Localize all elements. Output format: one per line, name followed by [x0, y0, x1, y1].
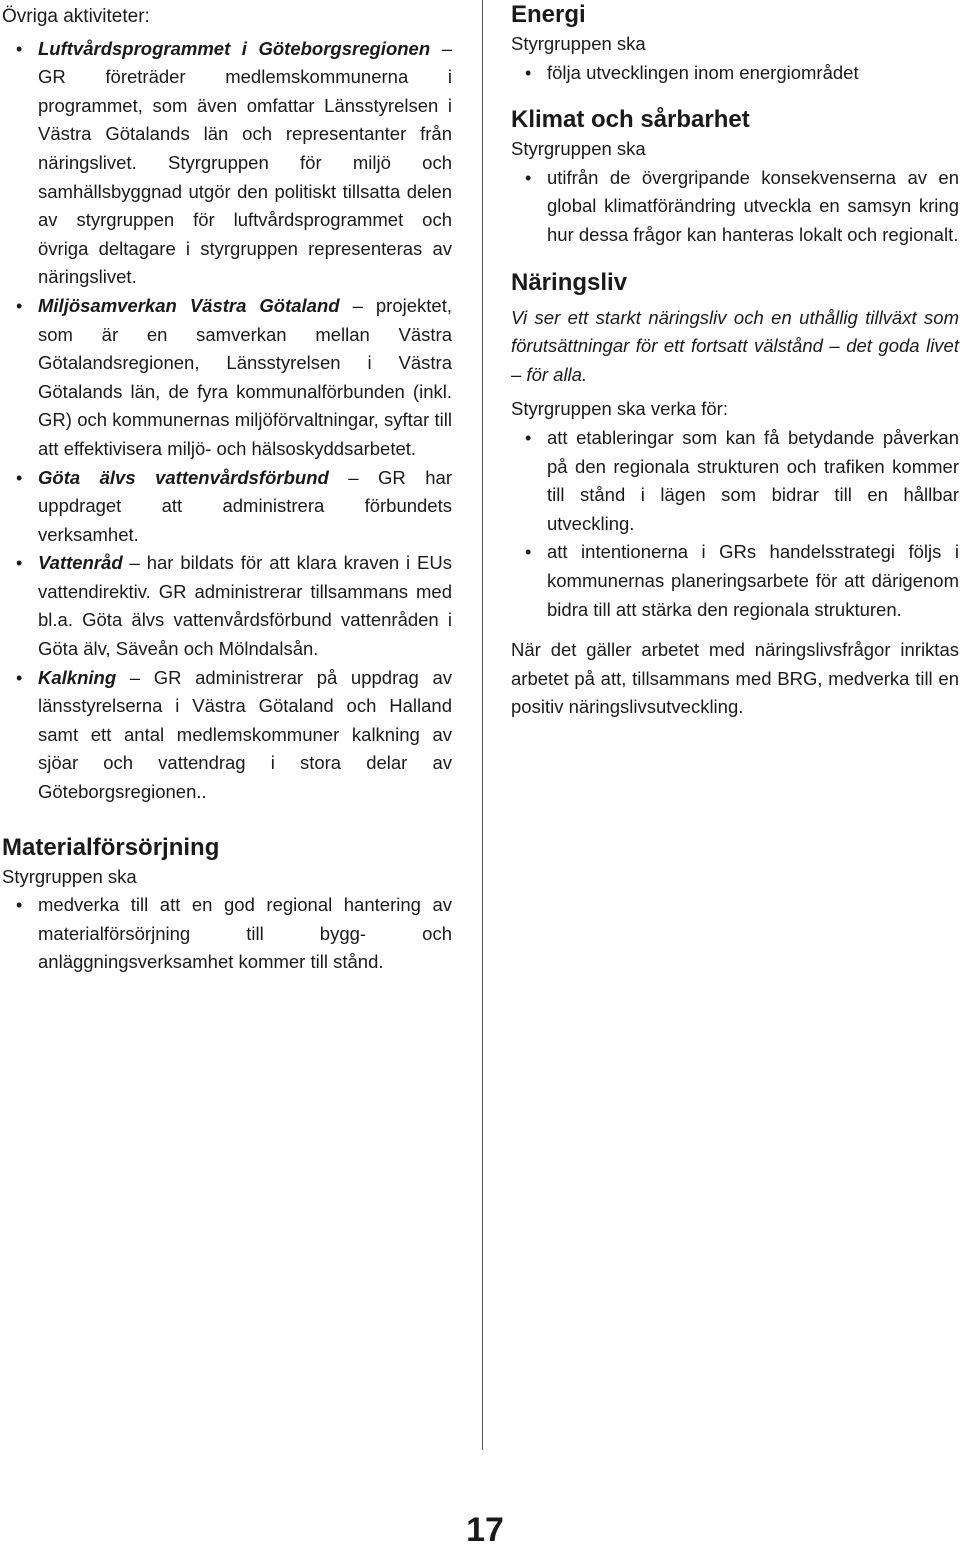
section-lead: Styrgruppen ska	[511, 138, 646, 160]
klimat-list	[511, 164, 959, 250]
section-heading: Energi	[511, 1, 586, 28]
list-item	[2, 464, 452, 550]
energi-list	[511, 59, 959, 88]
list-item	[2, 549, 452, 663]
section-klimat	[511, 105, 959, 249]
section-lead: Styrgruppen ska	[2, 865, 137, 887]
section-heading: Klimat och sårbarhet	[511, 106, 750, 134]
list-item	[2, 292, 452, 464]
activity-text: – projektet, som är en samverkan mellan Västra Götalandsregionen, Länsstyrelsen i Västra Götalands län, de fyra kommunalförbunden (inkl. GR) och kommunernas miljöförvaltningar, syftar till att effektivisera miljö- och hälsoskyddsarbetet.	[38, 294, 452, 459]
list-item: • att etableringar som kan få betydande påverkan på den regionala strukturen och trafiken kommer till stånd i lägen som bidrar till en hållbar utveckling.	[511, 424, 959, 538]
material-list	[2, 891, 452, 977]
activity-text: – GR har uppdraget att administrera förbundets verksamhet.	[38, 466, 452, 545]
section-material	[2, 833, 452, 977]
activity-title: Vattenråd	[38, 552, 123, 574]
section-heading: Näringsliv	[511, 268, 628, 296]
activity-title: Göta älvs vattenvårdsförbund	[38, 466, 329, 488]
vision-statement: Vi ser ett starkt näringsliv och en uthållig tillväxt som förutsättningar för ett fortsatt välstånd – det goda livet – för alla.	[511, 306, 959, 385]
activity-text: – GR administrerar på uppdrag av länsstyrelserna i Västra Götaland och Halland samt ett antal medlemskommuner kalkning av sjöar och vattendrag i stora delar av Göteborgsregionen..	[38, 666, 452, 803]
page-number: 17	[466, 1511, 504, 1549]
section-energi	[511, 0, 959, 87]
section-lead: Styrgruppen ska verka för:	[511, 398, 728, 420]
left-column	[2, 0, 452, 977]
list-item: • utifrån de övergripande konsekvenserna av en global klimatförändring utveckla en samsyn kring hur dessa frågor kan hanteras lokalt och regionalt.	[511, 164, 959, 250]
section-heading: Materialförsörjning	[2, 833, 220, 861]
activities-list	[2, 35, 452, 807]
activity-text: – GR företräder medlemskommunerna i programmet, som även omfattar Länsstyrelsen i Västra Götalands län och representanter från näringslivet. Styrgruppen för miljö och samhällsbyggnad utgör den politiskt tillsatta delen av styrgruppen för luftvårdsprogrammet och övriga deltagare i styrgruppen representeras av näringslivet.	[38, 37, 452, 288]
section-naringsliv	[511, 268, 959, 722]
activity-title: Luftvårdsprogrammet i Göteborgsregionen	[38, 37, 431, 59]
activities-intro: Övriga aktiviteter:	[2, 6, 150, 27]
list-item: • att intentionerna i GRs handelsstrategi följs i kommunernas planeringsarbete för att därigenom bidra till att stärka den regionala strukturen.	[511, 538, 959, 624]
list-item: • följa utvecklingen inom energiområdet	[511, 59, 959, 88]
naringsliv-list	[511, 424, 959, 624]
list-item	[2, 664, 452, 807]
list-item: • medverka till att en god regional hantering av materialförsörjning till bygg- och anläggningsverksamhet kommer till stånd.	[2, 891, 452, 977]
closing-paragraph: När det gäller arbetet med näringslivsfrågor inriktas arbetet på att, tillsammans med BRG, medverka till en positiv näringslivsutveckling.	[511, 639, 959, 718]
activity-title: Miljösamverkan Västra Götaland	[38, 294, 340, 316]
list-item	[2, 35, 452, 292]
right-column	[511, 0, 959, 722]
column-divider	[482, 0, 483, 1450]
section-lead: Styrgruppen ska	[511, 33, 646, 54]
activity-title: Kalkning	[38, 666, 117, 688]
activity-text: – har bildats för att klara kraven i EUs vattendirektiv. GR administrerar tillsammans med bl.a. Göta älvs vattenvårdsförbund vattenråden i Göta älv, Säveån och Mölndalsån.	[38, 552, 452, 660]
